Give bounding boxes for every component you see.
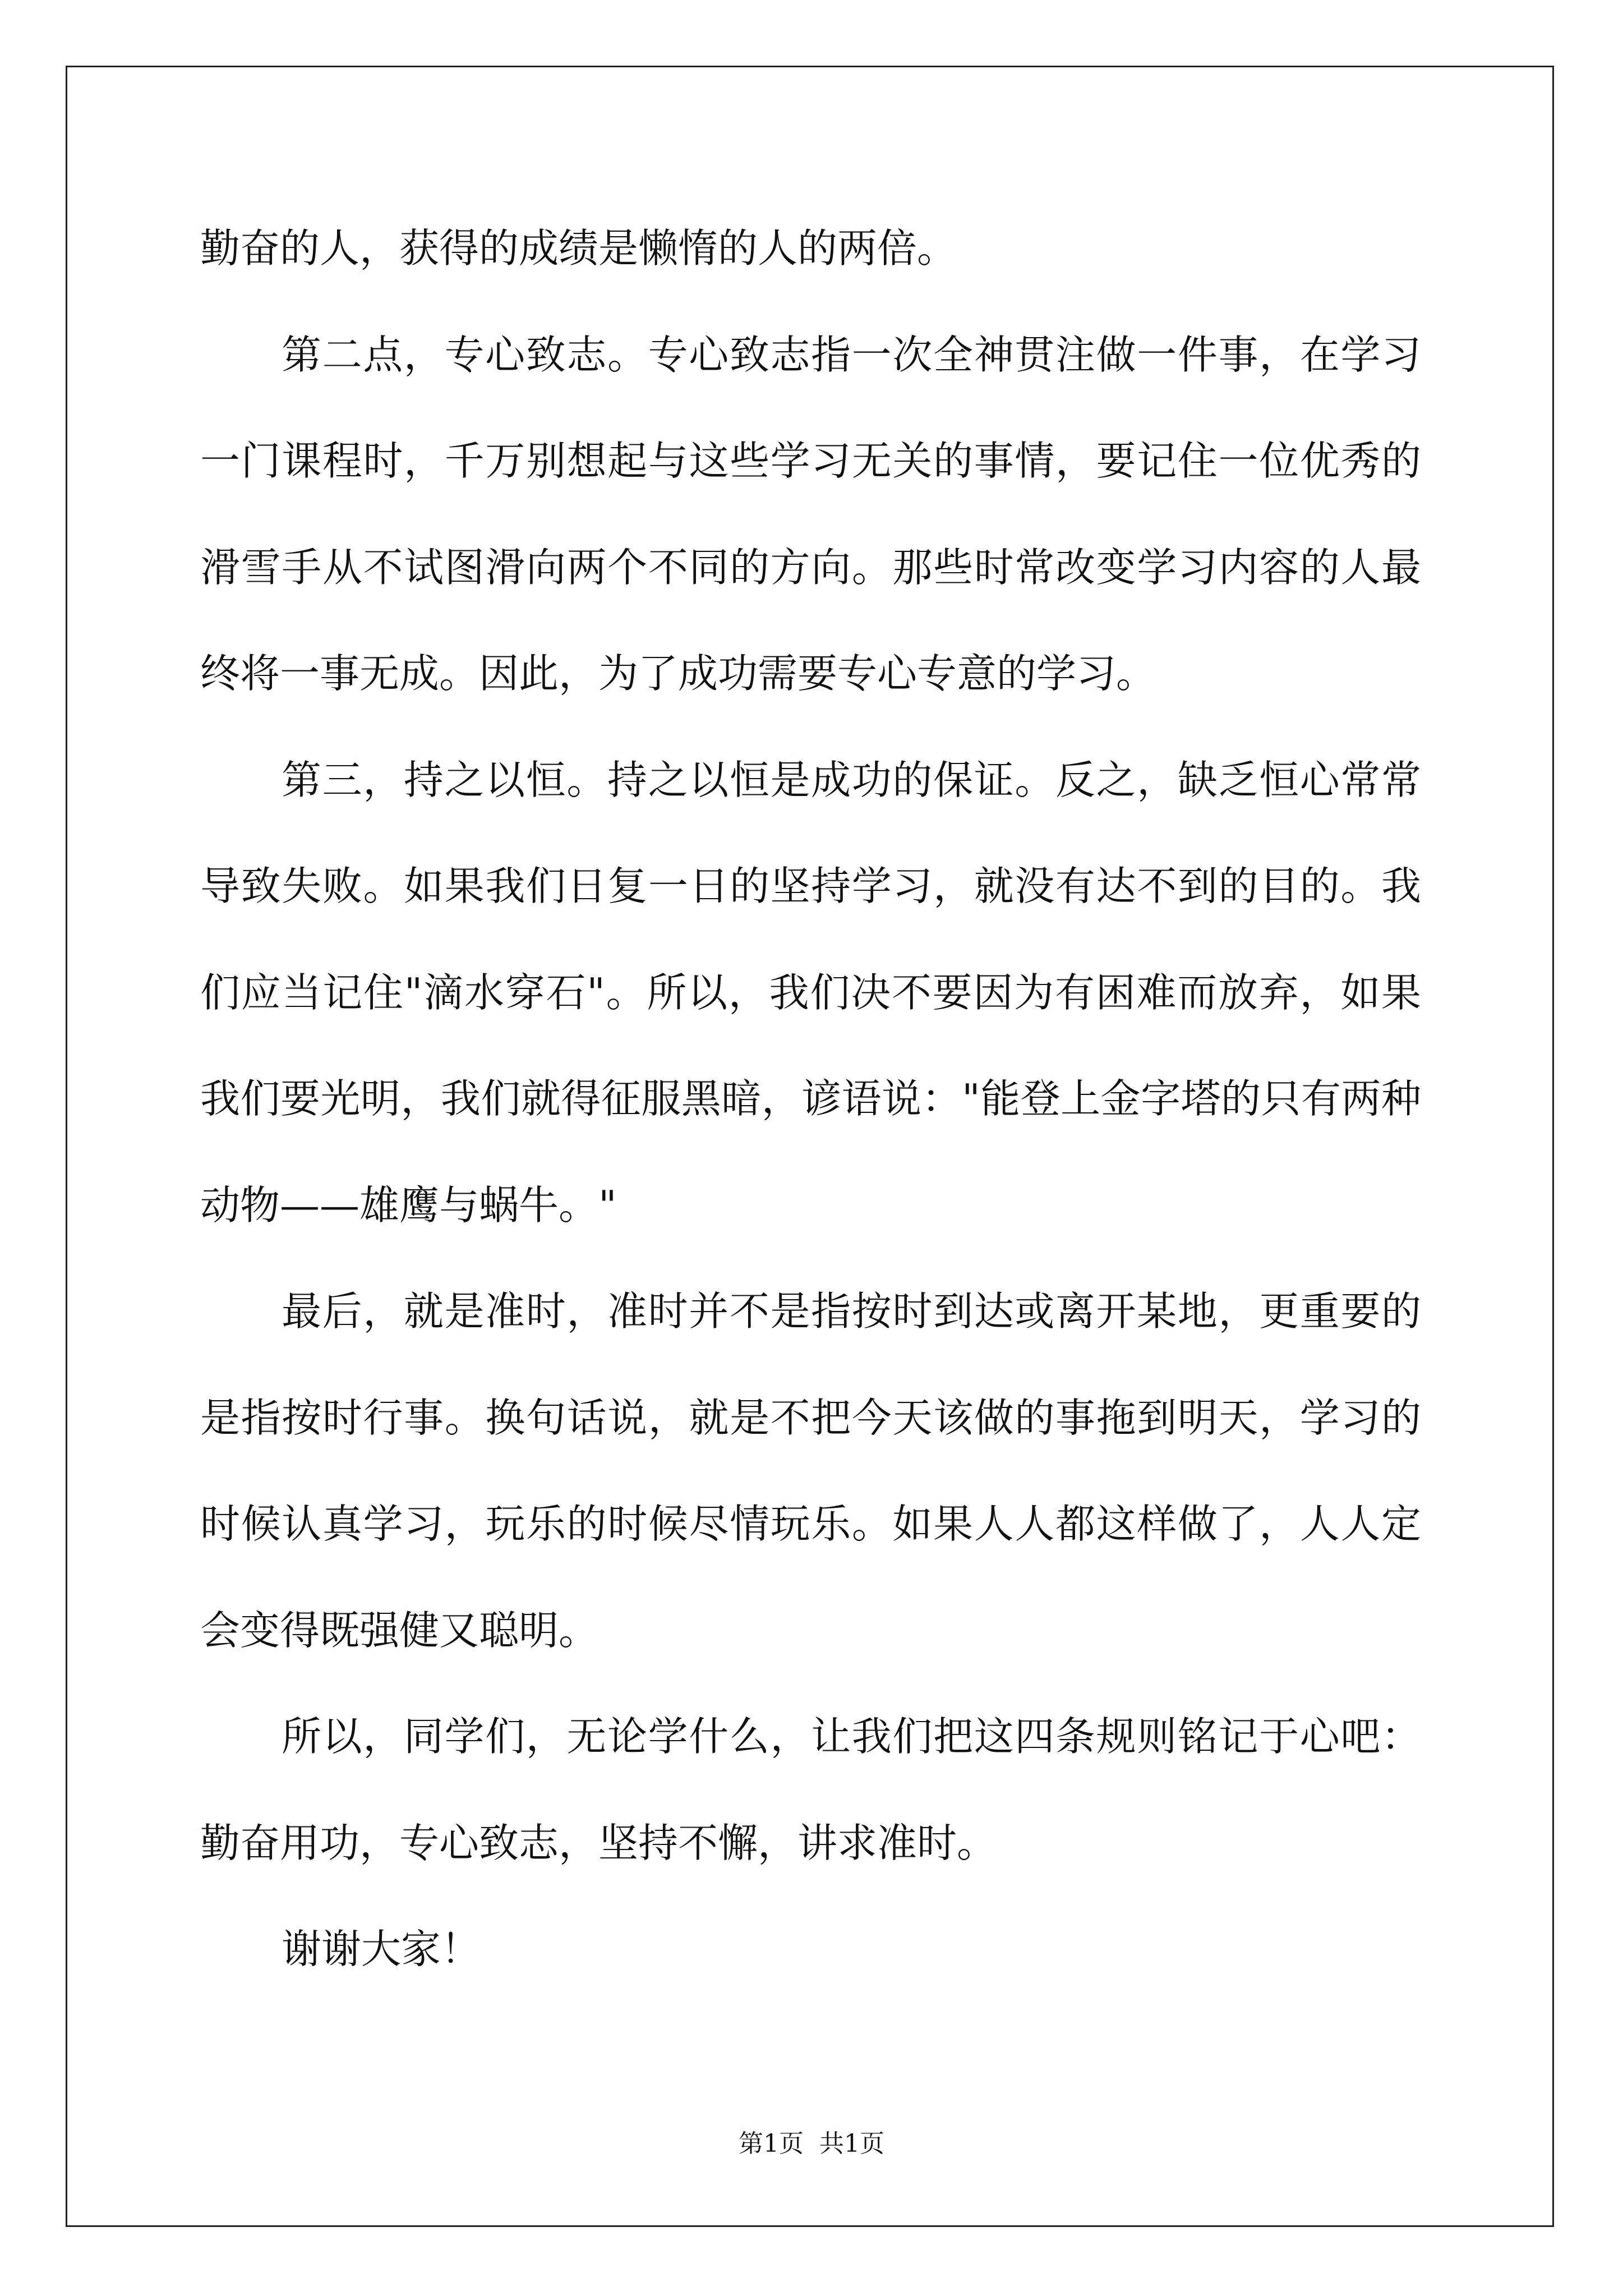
text-line: 们应当记住"滴水穿石"。所以，我们决不要因为有困难而放弃，如果 (200, 969, 1421, 1016)
text-line: 第三，持之以恒。持之以恒是成功的保证。反之，缺乏恒心常常 (282, 756, 1421, 803)
text-line: 导致失败。如果我们日复一日的坚持学习，就没有达不到的目的。我 (200, 863, 1421, 909)
text-line: 时候认真学习，玩乐的时候尽情玩乐。如果人人都这样做了，人人定 (200, 1501, 1421, 1547)
text-line: 是指按时行事。换句话说，就是不把今天该做的事拖到明天，学习的 (200, 1394, 1421, 1441)
text-line: 动物——雄鹰与蜗牛。" (200, 1181, 617, 1228)
paragraph (200, 302, 1421, 727)
paragraph (200, 1258, 1421, 1683)
text-line: 滑雪手从不试图滑向两个不同的方向。那些时常改变学习内容的人最 (200, 544, 1421, 591)
text-line: 勤奋的人，获得的成绩是懒惰的人的两倍。 (200, 225, 957, 272)
document-body (200, 195, 1421, 2003)
text-line: 终将一事无成。因此，为了成功需要专心专意的学习。 (200, 650, 1156, 697)
paragraph (200, 195, 1421, 302)
text-line: 勤奋用功，专心致志，坚持不懈，讲求准时。 (200, 1819, 997, 1866)
paragraph (200, 1683, 1421, 1896)
text-line: 最后，就是准时，准时并不是指按时到达或离开某地，更重要的 (282, 1288, 1421, 1335)
paragraph (200, 727, 1421, 1259)
page-footer: 第1页 共1页 (739, 2129, 884, 2158)
text-line: 谢谢大家！ (282, 1926, 481, 1972)
paragraph (200, 1896, 1421, 2003)
text-line: 会变得既强健又聪明。 (200, 1607, 599, 1654)
text-line: 我们要光明，我们就得征服黑暗，谚语说："能登上金字塔的只有两种 (200, 1075, 1421, 1122)
text-line: 第二点，专心致志。专心致志指一次全神贯注做一件事，在学习 (282, 331, 1421, 378)
text-line: 一门课程时，千万别想起与这些学习无关的事情，要记住一位优秀的 (200, 438, 1421, 484)
text-line: 所以，同学们，无论学什么，让我们把这四条规则铭记于心吧： (282, 1713, 1421, 1760)
